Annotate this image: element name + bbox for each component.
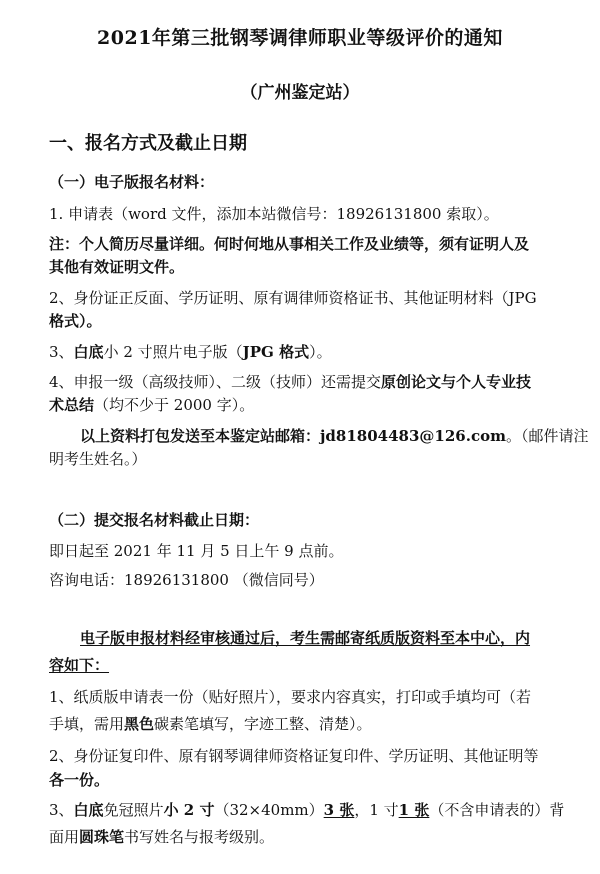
- contact-phone: 咨询电话：18926131800 （微信同号）: [49, 571, 324, 589]
- item-thesis-line-2: [49, 396, 569, 415]
- item-photo-electronic: [49, 343, 569, 362]
- note-line-1: 注：个人简历尽量详细。何时何地从事相关工作及业绩等，须有证明人及: [49, 235, 530, 253]
- paper-intro-line-2: 容如下：: [49, 656, 110, 674]
- section-heading: 一、报名方式及截止日期: [49, 133, 247, 154]
- photo-close-paren: ）。: [309, 343, 332, 361]
- one-copy-text: 1 张: [398, 801, 430, 819]
- note-line-2: 其他有效证明文件。: [49, 258, 185, 276]
- item-thesis-prefix: 4、申报一级（高级技师）、二级（技师）还需提交: [49, 373, 382, 391]
- paper-item-3-line-1: [49, 801, 569, 820]
- one-inch-text: ，1 寸: [354, 801, 399, 819]
- jpg-format-text: JPG 格式: [242, 343, 310, 361]
- paper-photo-type-text: 免冠照片: [103, 801, 164, 819]
- paper-item-2-line-1: 2、身份证复印件、原有钢琴调律师资格证复印件、学历证明、其他证明等: [49, 747, 539, 765]
- paper-item-3-line-2: [49, 828, 569, 847]
- email-instruction-line-1: [80, 427, 600, 446]
- item-application-form: 1. 申请表（word 文件，添加本站微信号：18926131800 索取）。: [49, 205, 499, 223]
- paper-item-1-suffix: 碳素笔填写，字迹工整、清楚）。: [154, 715, 372, 733]
- ballpoint-pen-text: 圆珠笔: [79, 828, 125, 846]
- paper-item-1-prefix: 手填，需用: [49, 715, 125, 733]
- white-background-text: 白底: [73, 343, 104, 361]
- black-color-text: 黑色: [124, 715, 155, 733]
- paper-item-1-line-1: 1、纸质版申请表一份（贴好照片），要求内容真实，打印或手填均可（若: [49, 688, 532, 706]
- item-id-documents-line-2: 格式）。: [49, 312, 102, 330]
- paper-white-background-text: 白底: [73, 801, 104, 819]
- email-instruction-line-2: 明考生姓名。）: [49, 450, 147, 468]
- item-photo-number: 3、: [49, 343, 74, 361]
- paper-photo-size-text: 小 2 寸: [163, 801, 215, 819]
- paper-item-1-line-2: [49, 715, 569, 734]
- thesis-length-text: （均不少于 2000 字）。: [94, 396, 255, 414]
- thesis-summary-text: 术总结: [49, 396, 95, 414]
- email-instruction-text: 以上资料打包发送至本鉴定站邮箱：jd81804483@126.com: [80, 427, 506, 445]
- subsection-heading-deadline: （二）提交报名材料截止日期：: [49, 511, 260, 529]
- write-name-level-text: 书写姓名与报考级别。: [124, 828, 275, 846]
- deadline-text: 即日起至 2021 年 11 月 5 日上午 9 点前。: [49, 542, 344, 560]
- three-copies-text: 3 张: [323, 801, 355, 819]
- document-subtitle: （广州鉴定站）: [240, 83, 360, 103]
- subsection-heading-electronic: （一）电子版报名材料：: [49, 173, 215, 191]
- paper-item-3-number: 3、: [49, 801, 74, 819]
- paper-item-2-line-2: 各一份。: [49, 771, 110, 789]
- photo-size-text: 小 2 寸照片电子版（: [103, 343, 243, 361]
- item-id-documents-line-1: 2、身份证正反面、学历证明、原有调律师资格证书、其他证明材料（JPG: [49, 289, 537, 307]
- email-note-text: 。（邮件请注: [505, 427, 589, 445]
- excluding-form-text: （不含申请表的）背: [429, 801, 565, 819]
- document-title: 2021年第三批钢琴调律师职业等级评价的通知: [97, 27, 503, 49]
- paper-photo-dimension-text: （32×40mm）: [214, 801, 324, 819]
- item-thesis-line-1: [49, 373, 569, 392]
- thesis-requirement-text: 原创论文与个人专业技: [381, 373, 532, 391]
- paper-intro-line-1: 电子版申报材料经审核通过后，考生需邮寄纸质版资料至本中心，内: [80, 629, 531, 647]
- back-side-text: 面用: [49, 828, 80, 846]
